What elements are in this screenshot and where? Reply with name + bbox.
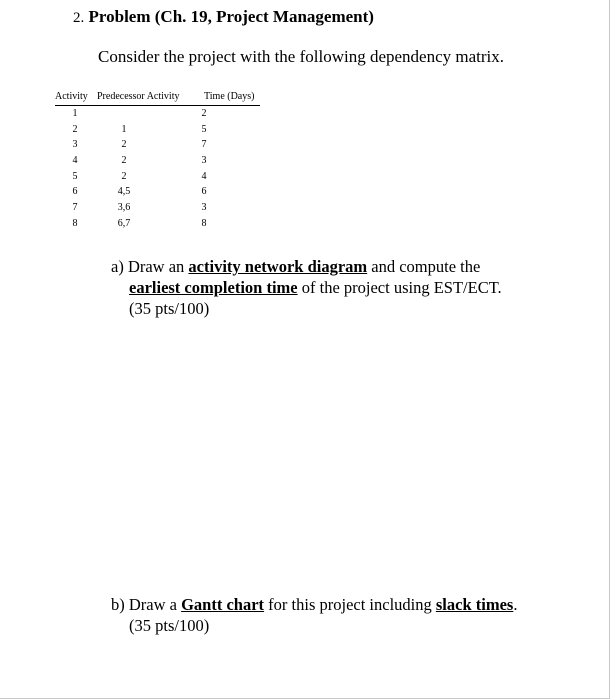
- question-b-points: (35 pts/100): [129, 616, 210, 635]
- question-b-term-slack: slack times: [435, 595, 514, 614]
- predecessor-cell: 4,5: [117, 186, 131, 198]
- time-cell: 3: [201, 155, 207, 167]
- table-row: [55, 184, 260, 200]
- question-a-mid: and compute the: [371, 257, 481, 276]
- header-time: Time (Days): [204, 91, 255, 102]
- activity-cell: 1: [72, 108, 78, 119]
- question-a-tail: of the project using EST/ECT.: [301, 278, 502, 297]
- activity-cell: 5: [72, 170, 78, 182]
- page-edge-bottom: [0, 698, 610, 699]
- question-a-term-completion: earliest completion time: [129, 278, 298, 297]
- question-b: [111, 594, 571, 636]
- question-b-term-gantt: Gantt chart: [181, 595, 265, 614]
- predecessor-cell: 2: [121, 139, 127, 151]
- activity-cell: 7: [72, 202, 78, 214]
- time-cell: 8: [201, 217, 207, 229]
- table-row: [55, 106, 260, 122]
- problem-intro: Consider the project with the following dependency matrix.: [98, 47, 505, 66]
- question-a-line2: [111, 277, 562, 298]
- activity-cell: 4: [72, 155, 78, 167]
- activity-cell: 6: [72, 186, 78, 198]
- time-cell: 5: [201, 123, 207, 135]
- time-cell: 3: [201, 202, 207, 214]
- question-a: [111, 256, 562, 319]
- problem-heading: [73, 7, 374, 27]
- predecessor-cell: 6,7: [117, 217, 131, 229]
- table-body: [55, 106, 260, 232]
- table-row: [55, 169, 260, 185]
- table-row: [55, 122, 260, 138]
- predecessor-cell: 1: [121, 123, 127, 135]
- table-header: [55, 91, 260, 106]
- predecessor-cell: 3,6: [117, 202, 131, 214]
- question-b-label: b) Draw a: [111, 595, 177, 614]
- question-a-label: a) Draw an: [111, 257, 185, 276]
- dependency-table: [55, 91, 260, 232]
- problem-number: 2.: [73, 10, 85, 26]
- time-cell: 7: [201, 139, 207, 151]
- problem-title: Problem (Ch. 19, Project Management): [88, 7, 374, 26]
- question-b-mid: for this project including: [268, 595, 432, 614]
- question-a-term-network: activity network diagram: [188, 257, 368, 276]
- table-row: [55, 216, 260, 232]
- predecessor-cell: 2: [121, 170, 127, 182]
- activity-cell: 3: [72, 139, 78, 151]
- time-cell: 4: [201, 170, 207, 182]
- header-predecessor: Predecessor Activity: [97, 91, 180, 102]
- table-row: [55, 200, 260, 216]
- predecessor-cell: 2: [121, 155, 127, 167]
- header-activity: Activity: [55, 91, 88, 102]
- activity-cell: 8: [72, 217, 78, 229]
- activity-cell: 2: [72, 123, 78, 135]
- question-b-tail: .: [513, 595, 518, 614]
- time-cell: 6: [201, 186, 207, 198]
- time-cell: 2: [201, 108, 207, 119]
- table-row: [55, 137, 260, 153]
- page-edge-right: [609, 0, 610, 699]
- question-a-points: (35 pts/100): [129, 299, 210, 318]
- table-row: [55, 153, 260, 169]
